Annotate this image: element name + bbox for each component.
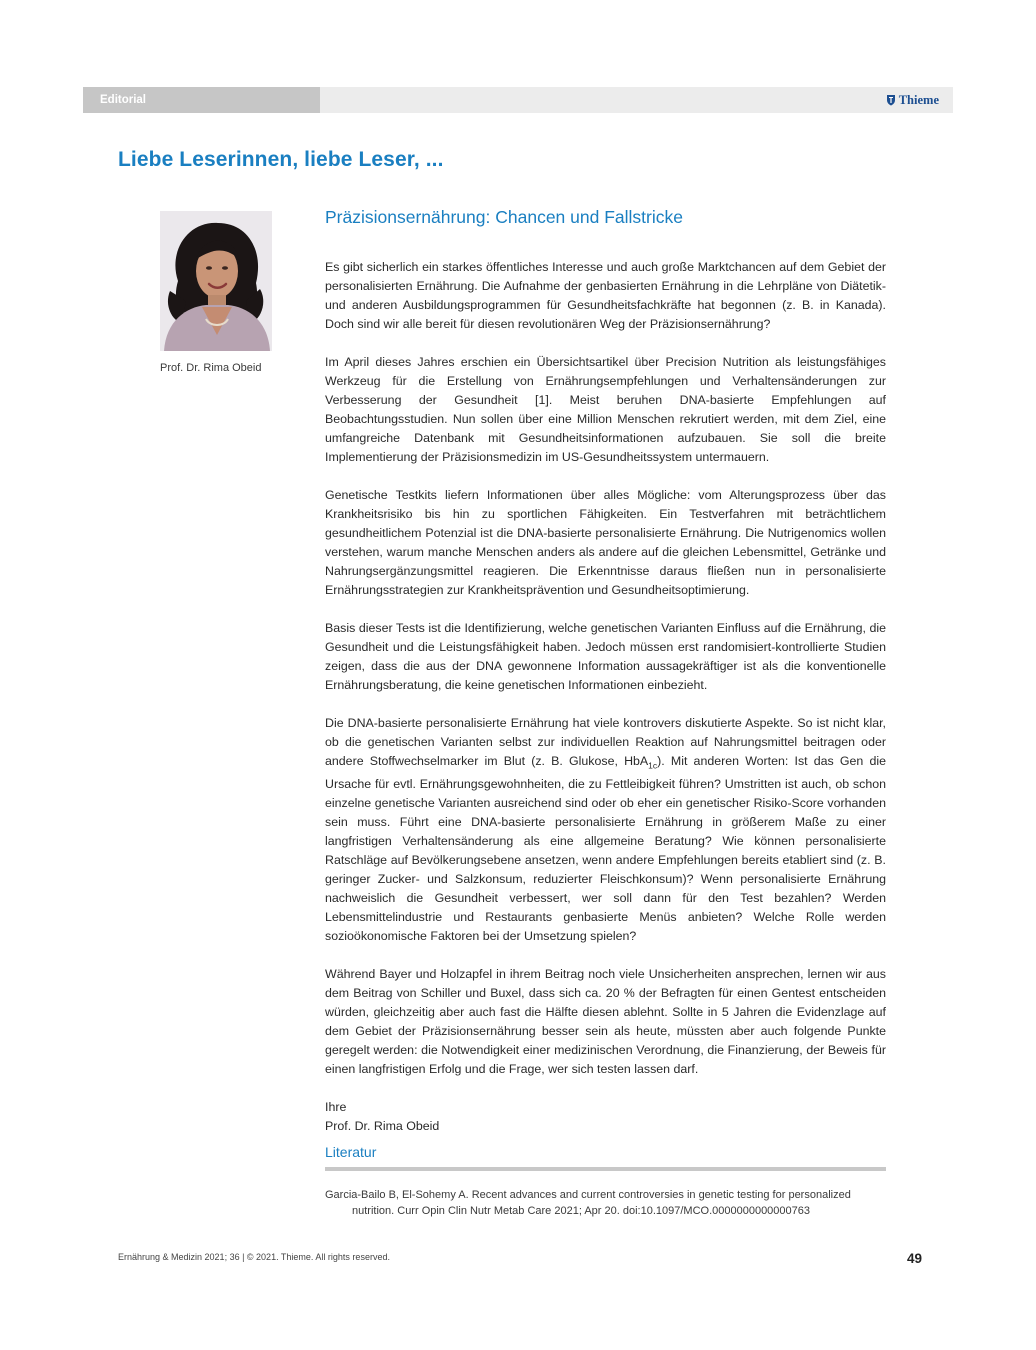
closing: Ihre	[325, 1100, 347, 1115]
footer-citation: Ernährung & Medizin 2021; 36 | © 2021. Thieme. All rights reserved.	[118, 1252, 390, 1262]
article-body	[325, 203, 886, 1219]
paragraph: Genetische Testkits liefern Informationen über alles Mögliche: vom Alterungsprozess über das Krankheitsrisiko bis hin zu sportlichen Fähigkeiten. Ein Testverfahren mit beträchtlichem gesundheitlichem Potenzial ist die DNA-basierte personalisierte Ernährung. Die Nutrigenomics wollen verstehen, warum manche Menschen anders als andere auf die gleichen Lebensmittel, Getränke und Nahrungsergänzungsmittel reagieren. Die Erkenntnisse daraus fließen nun in personalisierte Ernährungsstrategien zur Krankheitsprävention und Gesundheitsoptimierung.	[325, 488, 886, 597]
literature-heading: Literatur	[325, 1144, 377, 1161]
author-caption: Prof. Dr. Rima Obeid	[160, 362, 262, 374]
subscript: 1c	[648, 760, 658, 771]
paragraph: Es gibt sicherlich ein starkes öffentliches Interesse und auch große Marktchancen auf dem Gebiet der personalisierten Ernährung. Die Aufnahme der genbasierten Ernährung in die Lehrpläne von Diätetik- und anderen Ausbildungsprogrammen für Gesundheitsfachkräfte hat begonnen (z. B. in Kanada). Doch sind wir alle bereit für diesen revolutionären Weg der Präzisionsernährung?	[325, 260, 886, 331]
publisher-emblem-icon	[886, 94, 896, 106]
page-title: Liebe Leserinnen, liebe Leser, ...	[118, 148, 444, 171]
publisher-name: Thieme	[898, 93, 939, 107]
paragraph: Während Bayer und Holzapfel in ihrem Beitrag noch viele Unsicherheiten ansprechen, lernen wir aus dem Beitrag von Schiller und Buxel, dass sich ca. 20 % der Befragten für einen Gentest entscheiden würden, gleichzeitig aber auch fast die Hälfte diesen ablehnt. Sollte in 5 Jahren die Evidenzlage auf dem Gebiet der Präzisionsernährung besser sein als heute, müssten aber auch folgende Punkte geregelt werden: die Notwendigkeit einer medizinischen Verordnung, die Finanzierung, der Beweis für einen langfristigen Erfolg und die Frage, wer sich testen lassen darf.	[325, 967, 886, 1077]
paragraph-text: Die DNA-basierte personalisierte Ernährung hat viele kontrovers diskutierte Aspekte. So ist nicht klar, ob die genetischen Varianten selbst zur individuellen Reaktion auf Nahrungsmittel beitragen oder andere Stoffwechselmarker im Blut (z. B. Glukose, HbA	[325, 716, 886, 768]
publisher-logo	[886, 87, 939, 113]
signature: Prof. Dr. Rima Obeid	[325, 1119, 440, 1134]
paragraph: Im April dieses Jahres erschien ein Übersichtsartikel über Precision Nutrition als leistungsfähiges Werkzeug für die Erstellung von Ernährungsempfehlungen und Verhaltensänderungen zur Verbesserung der Gesundheit [1]. Meist beruhen DNA-basierte Empfehlungen auf Beobachtungsstudien. Nun sollen über eine Million Menschen rekrutiert werden, mit dem Ziel, eine umfangreiche Datenbank mit Gesundheitsinformationen aufzubauen. Sie soll die breite Implementierung der Präzisionsmedizin im US-Gesundheitssystem untermauern.	[325, 355, 886, 464]
section-label: Editorial	[83, 87, 320, 113]
header-bar	[83, 87, 953, 113]
paragraph: Basis dieser Tests ist die Identifizierung, welche genetischen Varianten Einfluss auf die Ernährung, die Gesundheit und die Leistungsfähigkeit haben. Jedoch müssen erst randomisiert-kontrollierte Studien zeigen, dass die aus der DNA gewonnene Information aussagekräftiger ist als die konventionelle Ernährungsberatung, die keine genetischen Informationen einbezieht.	[325, 621, 886, 692]
article-subtitle: Präzisionsernährung: Chancen und Fallstricke	[325, 207, 683, 227]
reference-item: Garcia-Bailo B, El-Sohemy A. Recent advances and current controversies in genetic testing for personalized nutrition. Curr Opin Clin Nutr Metab Care 2021; Apr 20. doi:10.1097/MCO.0000000000000763	[325, 1189, 851, 1218]
literature-divider	[325, 1167, 886, 1171]
paragraph	[325, 714, 886, 946]
paragraph-text: ). Mit anderen Worten: Ist das Gen die Ursache für evtl. Ernährungsgewohnheiten, die zu Fettleibigkeit führen? Umstritten ist auch, ob schon einzelne genetische Varianten ausreichend sind oder ob eher ein genetischer Risiko-Score vorhanden sein muss. Führt eine DNA-basierte personalisierte Ernährung in größerem Maße zu einer langfristigen Verhaltensänderung als eine allgemeine Beratung? Wie können personalisierte Ratschläge auf Bevölkerungsebene ansetzen, wenn andere Empfehlungen bereits etabliert sind (z. B. geringer Zucker- und Salzkonsum, reduzierter Fleischkonsum)? Wenn personalisierte Ernährung nachweislich die Gesundheit verbessert, wer soll dann für den Test bezahlen? Werden Lebensmittelindustrie und Restaurants genbasierte Menüs anbieten? Welche Rolle werden sozioökonomische Faktoren bei der Umsetzung spielen?	[325, 754, 886, 944]
author-photo	[160, 211, 272, 351]
page-number: 49	[906, 1251, 922, 1266]
